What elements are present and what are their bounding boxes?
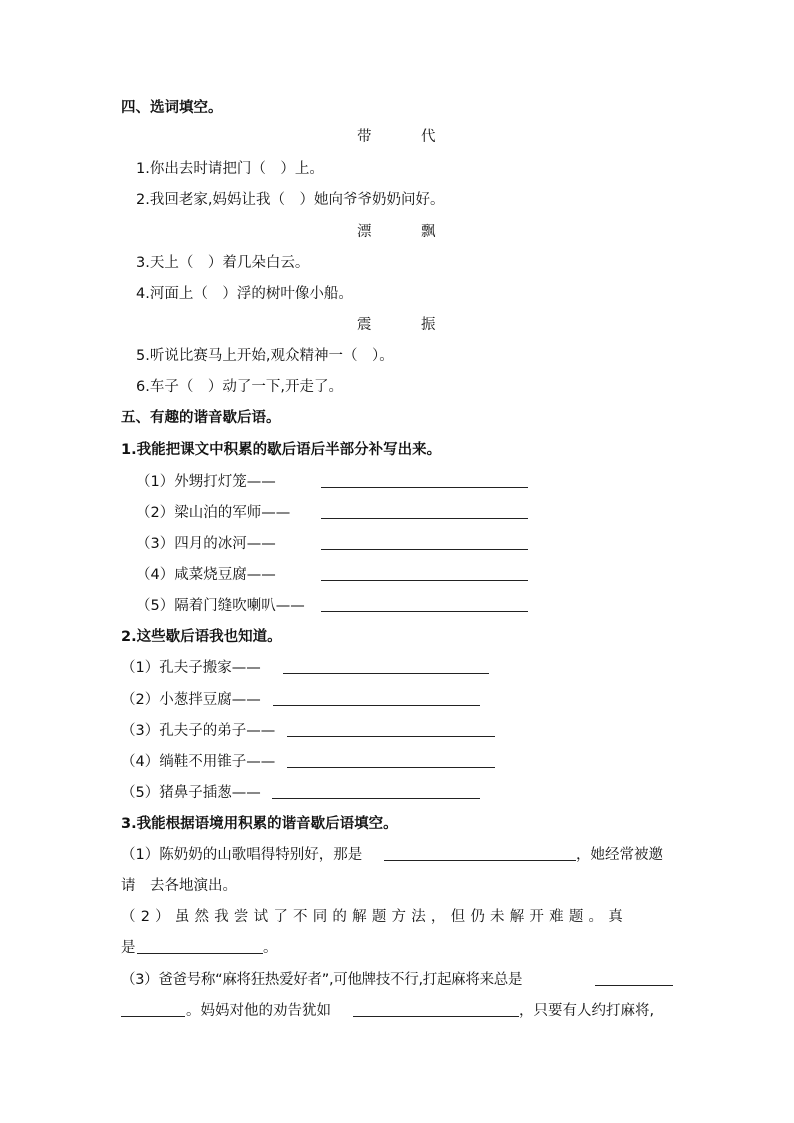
word-choice: 带 <box>357 129 372 145</box>
word-choice: 飘 <box>421 224 436 240</box>
answer-blank[interactable] <box>321 565 528 581</box>
question-item: 6.车子（ ）动了一下,开走了。 <box>136 379 343 395</box>
answer-blank[interactable] <box>287 721 495 737</box>
xiehouyu-item: （3）四月的冰河—— <box>136 536 276 552</box>
fill-text: ，她经常被邀 <box>576 847 663 863</box>
part2-title: 2.这些歇后语我也知道。 <box>121 629 282 645</box>
part1-title: 1.我能把课文中积累的歇后语后半部分补写出来。 <box>121 442 442 458</box>
fill-text: 是 <box>121 940 136 956</box>
xiehouyu-item: （2）梁山泊的军师—— <box>136 505 291 521</box>
word-pair-1 <box>0 127 794 147</box>
answer-blank[interactable] <box>321 534 528 550</box>
question-item: 4.河面上（ ）浮的树叶像小船。 <box>136 286 353 302</box>
xiehouyu-item: （5）猪鼻子插葱—— <box>121 785 261 801</box>
part3-title: 3.我能根据语境用积累的谐音歇后语填空。 <box>121 816 398 832</box>
fill-text: （2）虽然我尝试了不同的解题方法，但仍未解开难题。真 <box>121 909 628 925</box>
question-item: 1.你出去时请把门（ ）上。 <box>136 161 324 177</box>
answer-blank[interactable] <box>287 752 495 768</box>
word-pair-2 <box>0 222 794 242</box>
answer-blank[interactable] <box>384 845 576 861</box>
word-choice: 振 <box>421 317 436 333</box>
xiehouyu-item: （3）孔夫子的弟子—— <box>121 723 276 739</box>
fill-text: 请 去各地演出。 <box>121 878 237 894</box>
word-choice: 代 <box>421 129 436 145</box>
xiehouyu-item: （4）咸菜烧豆腐—— <box>136 567 276 583</box>
answer-blank[interactable] <box>321 503 528 519</box>
section4-title: 四、选词填空。 <box>121 100 223 116</box>
fill-text: （3）爸爸号称“麻将狂热爱好者”,可他牌技不行,打起麻将来总是 <box>121 972 523 988</box>
answer-blank[interactable] <box>595 970 673 986</box>
xiehouyu-item: （2）小葱拌豆腐—— <box>121 692 261 708</box>
answer-blank[interactable] <box>321 596 528 612</box>
word-choice: 震 <box>357 317 372 333</box>
xiehouyu-item: （4）绱鞋不用锥子—— <box>121 754 276 770</box>
answer-blank[interactable] <box>273 690 480 706</box>
fill-text: 。妈妈对他的劝告犹如 <box>186 1003 331 1019</box>
fill-text: ，只要有人约打麻将, <box>519 1003 655 1019</box>
xiehouyu-item: （1）外甥打灯笼—— <box>136 474 276 490</box>
xiehouyu-item: （5）隔着门缝吹喇叭—— <box>136 598 305 614</box>
fill-text: （1）陈奶奶的山歌唱得特别好，那是 <box>121 847 363 863</box>
question-item: 3.天上（ ）着几朵白云。 <box>136 255 310 271</box>
answer-blank[interactable] <box>121 1001 185 1017</box>
word-choice: 漂 <box>357 224 372 240</box>
question-item: 2.我回老家,妈妈让我（ ）她向爷爷奶奶问好。 <box>136 192 445 208</box>
answer-blank[interactable] <box>321 472 528 488</box>
answer-blank[interactable] <box>353 1001 519 1017</box>
answer-blank[interactable] <box>137 938 263 954</box>
question-item: 5.听说比赛马上开始,观众精神一（ ）。 <box>136 348 394 364</box>
answer-blank[interactable] <box>272 783 480 799</box>
fill-text: 。 <box>263 940 278 956</box>
xiehouyu-item: （1）孔夫子搬家—— <box>121 660 261 676</box>
answer-blank[interactable] <box>283 658 489 674</box>
word-pair-3 <box>0 315 794 335</box>
section5-title: 五、有趣的谐音歇后语。 <box>121 410 281 426</box>
